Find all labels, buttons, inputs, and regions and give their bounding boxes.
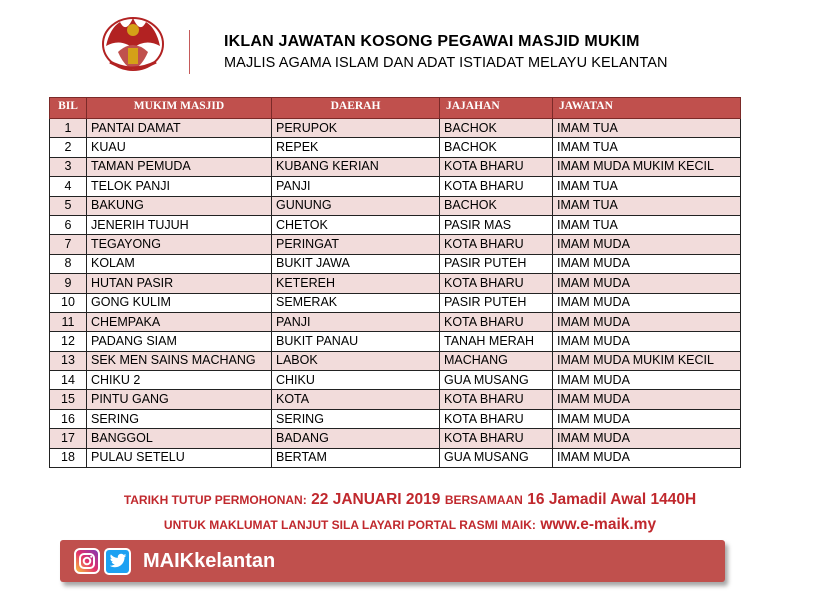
cell-bil: 14: [50, 371, 87, 390]
table-body: [50, 119, 741, 468]
cell-bil: 10: [50, 293, 87, 312]
cell-jajahan: KOTA BHARU: [440, 390, 553, 409]
cell-daerah: KUBANG KERIAN: [272, 157, 440, 176]
cell-jajahan: KOTA BHARU: [440, 274, 553, 293]
cell-jajahan: KOTA BHARU: [440, 177, 553, 196]
cell-jawatan: IMAM MUDA: [553, 254, 741, 273]
cell-jawatan: IMAM TUA: [553, 119, 741, 138]
cell-daerah: SEMERAK: [272, 293, 440, 312]
cell-mukim-masjid: JENERIH TUJUH: [87, 215, 272, 234]
hijri-date: 16 Jamadil Awal 1440H: [527, 491, 697, 508]
cell-jawatan: IMAM MUDA: [553, 390, 741, 409]
closing-date: 22 JANUARI 2019: [311, 491, 441, 508]
cell-bil: 6: [50, 215, 87, 234]
cell-jajahan: KOTA BHARU: [440, 429, 553, 448]
table-row: [50, 196, 741, 215]
header-daerah: DAERAH: [272, 98, 440, 119]
cell-jajahan: KOTA BHARU: [440, 235, 553, 254]
cell-jajahan: TANAH MERAH: [440, 332, 553, 351]
cell-mukim-masjid: PANTAI DAMAT: [87, 119, 272, 138]
cell-jawatan: IMAM MUDA: [553, 409, 741, 428]
cell-daerah: BERTAM: [272, 448, 440, 467]
info-line: [0, 516, 820, 534]
table-row: [50, 448, 741, 467]
table-row: [50, 254, 741, 273]
cell-bil: 18: [50, 448, 87, 467]
cell-mukim-masjid: KOLAM: [87, 254, 272, 273]
cell-jajahan: BACHOK: [440, 119, 553, 138]
cell-jawatan: IMAM MUDA MUKIM KECIL: [553, 351, 741, 370]
cell-mukim-masjid: TEGAYONG: [87, 235, 272, 254]
table-row: [50, 215, 741, 234]
cell-jajahan: KOTA BHARU: [440, 312, 553, 331]
header-jajahan: JAJAHAN: [440, 98, 553, 119]
header-bil: BIL: [50, 98, 87, 119]
table-row: [50, 351, 741, 370]
twitter-icon[interactable]: [104, 548, 131, 575]
page-subtitle: MAJLIS AGAMA ISLAM DAN ADAT ISTIADAT MELAYU KELANTAN: [224, 55, 668, 71]
cell-mukim-masjid: PADANG SIAM: [87, 332, 272, 351]
table-row: [50, 177, 741, 196]
cell-jajahan: KOTA BHARU: [440, 409, 553, 428]
cell-jawatan: IMAM TUA: [553, 138, 741, 157]
cell-mukim-masjid: GONG KULIM: [87, 293, 272, 312]
cell-daerah: CHIKU: [272, 371, 440, 390]
table-row: [50, 235, 741, 254]
header-jawatan: JAWATAN: [553, 98, 741, 119]
cell-jawatan: IMAM MUDA: [553, 448, 741, 467]
cell-mukim-masjid: BAKUNG: [87, 196, 272, 215]
cell-mukim-masjid: PINTU GANG: [87, 390, 272, 409]
header-divider: [189, 30, 190, 74]
cell-daerah: SERING: [272, 409, 440, 428]
cell-daerah: BADANG: [272, 429, 440, 448]
maik-crest-icon: [98, 8, 168, 78]
closing-label: TARIKH TUTUP PERMOHONAN:: [123, 493, 307, 507]
cell-bil: 2: [50, 138, 87, 157]
table-row: [50, 157, 741, 176]
cell-mukim-masjid: BANGGOL: [87, 429, 272, 448]
social-handle[interactable]: MAIKkelantan: [143, 549, 276, 572]
cell-bil: 11: [50, 312, 87, 331]
cell-jajahan: PASIR PUTEH: [440, 254, 553, 273]
cell-jajahan: PASIR PUTEH: [440, 293, 553, 312]
cell-jajahan: BACHOK: [440, 138, 553, 157]
cell-daerah: PERINGAT: [272, 235, 440, 254]
table-header-row: [50, 98, 741, 119]
website-link[interactable]: www.e-maik.my: [540, 516, 657, 533]
vacancy-table: [49, 97, 741, 468]
cell-jawatan: IMAM MUDA: [553, 235, 741, 254]
cell-jawatan: IMAM MUDA MUKIM KECIL: [553, 157, 741, 176]
cell-bil: 3: [50, 157, 87, 176]
cell-jajahan: GUA MUSANG: [440, 448, 553, 467]
table-row: [50, 429, 741, 448]
cell-jawatan: IMAM MUDA: [553, 332, 741, 351]
cell-mukim-masjid: HUTAN PASIR: [87, 274, 272, 293]
table-row: [50, 390, 741, 409]
cell-daerah: GUNUNG: [272, 196, 440, 215]
page-title: IKLAN JAWATAN KOSONG PEGAWAI MASJID MUKIM: [224, 33, 640, 50]
cell-jawatan: IMAM TUA: [553, 196, 741, 215]
social-bar: [60, 540, 725, 582]
cell-mukim-masjid: SERING: [87, 409, 272, 428]
cell-bil: 16: [50, 409, 87, 428]
cell-jawatan: IMAM MUDA: [553, 429, 741, 448]
table-row: [50, 332, 741, 351]
cell-bil: 17: [50, 429, 87, 448]
cell-jajahan: MACHANG: [440, 351, 553, 370]
equivalent-label: BERSAMAAN: [444, 493, 523, 507]
cell-bil: 12: [50, 332, 87, 351]
cell-bil: 15: [50, 390, 87, 409]
cell-bil: 7: [50, 235, 87, 254]
cell-daerah: KETEREH: [272, 274, 440, 293]
cell-daerah: LABOK: [272, 351, 440, 370]
cell-daerah: BUKIT JAWA: [272, 254, 440, 273]
cell-jawatan: IMAM MUDA: [553, 274, 741, 293]
cell-jawatan: IMAM MUDA: [553, 371, 741, 390]
table-row: [50, 312, 741, 331]
cell-jawatan: IMAM TUA: [553, 177, 741, 196]
cell-bil: 4: [50, 177, 87, 196]
cell-jawatan: IMAM TUA: [553, 215, 741, 234]
table-row: [50, 293, 741, 312]
table-row: [50, 119, 741, 138]
cell-daerah: PERUPOK: [272, 119, 440, 138]
cell-mukim-masjid: TAMAN PEMUDA: [87, 157, 272, 176]
table-row: [50, 371, 741, 390]
cell-jajahan: KOTA BHARU: [440, 157, 553, 176]
header-mukim-masjid: MUKIM MASJID: [87, 98, 272, 119]
table-row: [50, 409, 741, 428]
cell-bil: 9: [50, 274, 87, 293]
cell-mukim-masjid: CHEMPAKA: [87, 312, 272, 331]
cell-daerah: PANJI: [272, 177, 440, 196]
cell-jajahan: PASIR MAS: [440, 215, 553, 234]
cell-daerah: REPEK: [272, 138, 440, 157]
cell-jawatan: IMAM MUDA: [553, 312, 741, 331]
cell-daerah: PANJI: [272, 312, 440, 331]
cell-mukim-masjid: SEK MEN SAINS MACHANG: [87, 351, 272, 370]
cell-jajahan: BACHOK: [440, 196, 553, 215]
table-row: [50, 138, 741, 157]
cell-jajahan: GUA MUSANG: [440, 371, 553, 390]
cell-bil: 8: [50, 254, 87, 273]
info-label: UNTUK MAKLUMAT LANJUT SILA LAYARI PORTAL RASMI MAIK:: [163, 518, 536, 532]
cell-bil: 13: [50, 351, 87, 370]
cell-mukim-masjid: CHIKU 2: [87, 371, 272, 390]
cell-mukim-masjid: KUAU: [87, 138, 272, 157]
cell-bil: 5: [50, 196, 87, 215]
cell-mukim-masjid: TELOK PANJI: [87, 177, 272, 196]
closing-date-line: [0, 491, 820, 509]
cell-mukim-masjid: PULAU SETELU: [87, 448, 272, 467]
cell-jawatan: IMAM MUDA: [553, 293, 741, 312]
cell-daerah: BUKIT PANAU: [272, 332, 440, 351]
cell-bil: 1: [50, 119, 87, 138]
instagram-icon[interactable]: [74, 548, 100, 574]
table-row: [50, 274, 741, 293]
cell-daerah: CHETOK: [272, 215, 440, 234]
cell-daerah: KOTA: [272, 390, 440, 409]
